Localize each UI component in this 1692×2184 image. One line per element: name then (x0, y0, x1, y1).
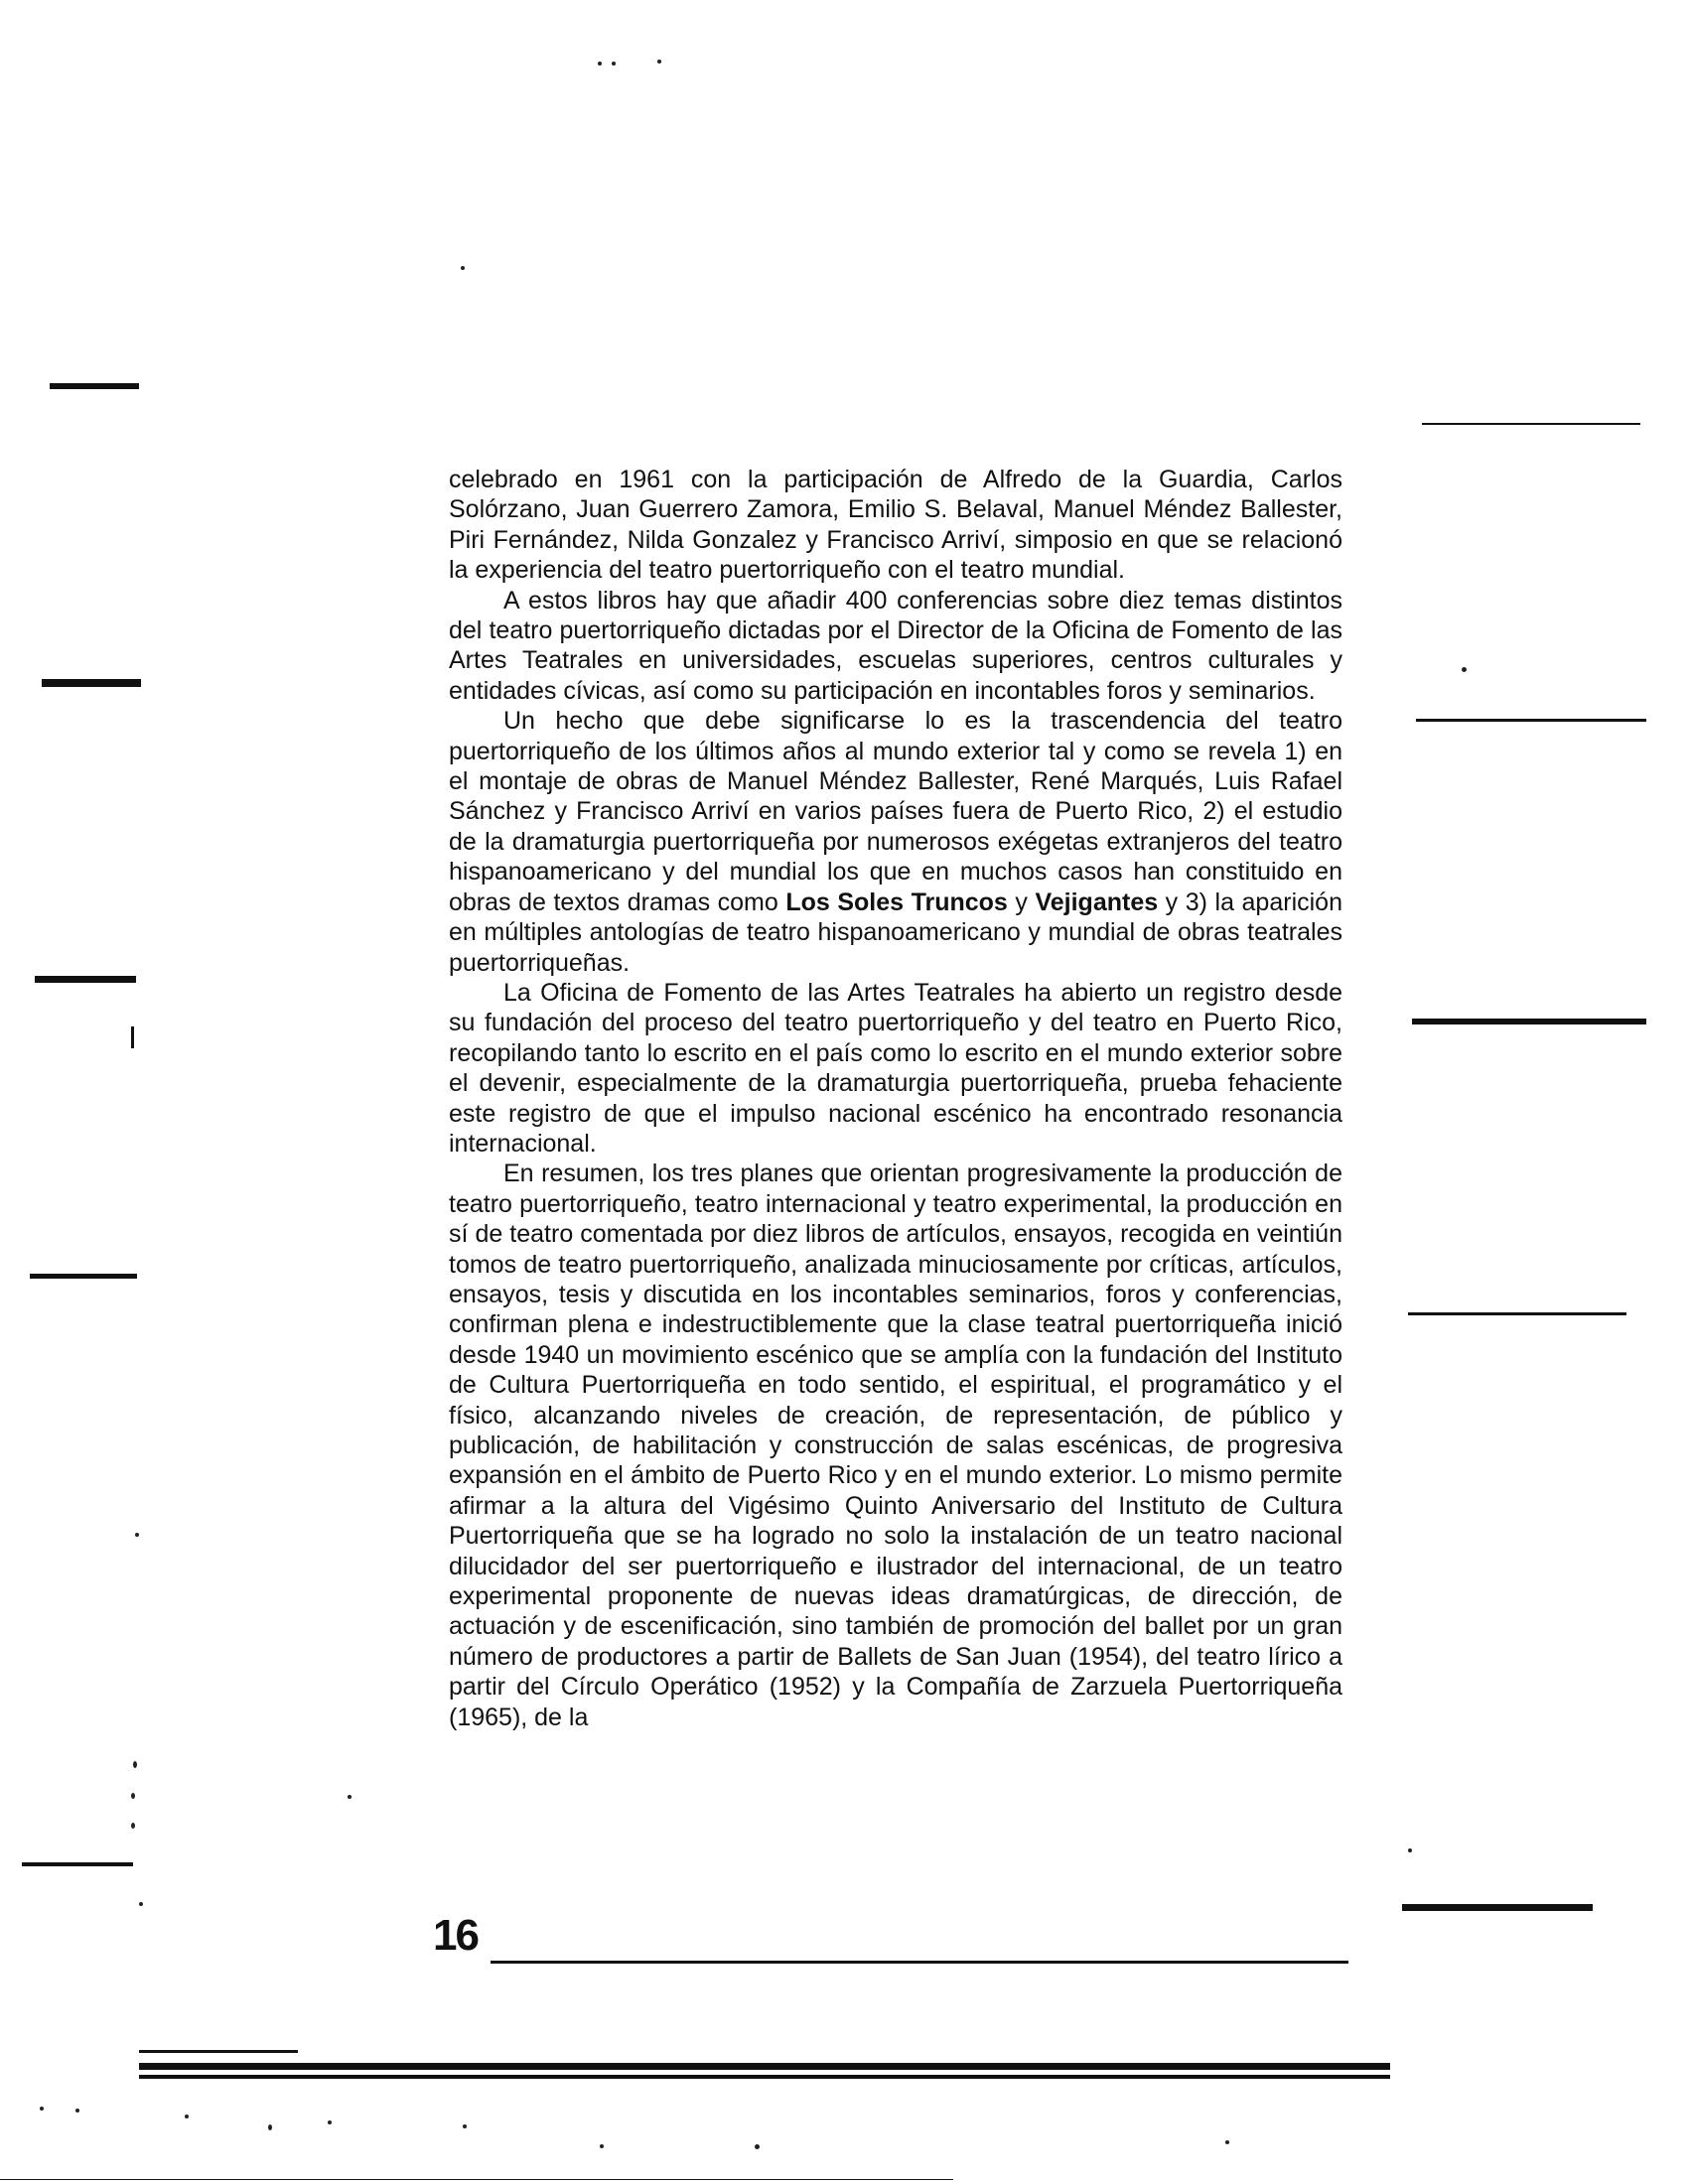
scan-speck (135, 1533, 139, 1537)
paragraph-1: celebrado en 1961 con la participación de Alfredo de la Guardia, Carlos Solórzano, Juan Guerrero Zamora, Emilio S. Belaval, Manuel Méndez Ballester, Piri Fernández, Nilda Gonzalez y Francisco Arriví, simposio en que se relacionó la experiencia del teatro puertorriqueño con el teatro mundial. (449, 466, 1342, 585)
page-footer (433, 1911, 1348, 1971)
scan-mark (0, 2179, 953, 2180)
paragraph-3 (449, 706, 1342, 978)
scan-speck (185, 2115, 189, 2118)
paragraph-5: En resumen, los tres planes que orientan progresivamente la producción de teatro puertorriqueño, teatro internacional y teatro experimental, la producción en sí de teatro comentada por diez libros de artículos, ensayos, recogida en veintiún tomos de teatro puertorriqueño, analizada minuciosamente por críticas, artículos, ensayos, tesis y discutida en los incontables seminarios, foros y conferencias, confirman plena e indestructiblemente que la clase teatral puertorriqueña inició desde 1940 un movimiento escénico que se amplía con la fundación del Instituto de Cultura Puertorriqueña en todo sentido, el espiritual, el programático y el físico, alcanzando niveles de creación, de representación, de público y publicación, de habilitación y construcción de salas escénicas, de progresiva expansión en el ámbito de Puerto Rico y en el mundo exterior. Lo mismo permite afirmar a la altura del Vigésimo Quinto Aniversario del Instituto de Cultura Puertorriqueña que se ha logrado no solo la instalación de un teatro nacional dilucidador del ser puertorriqueño e ilustrador del internacional, de un teatro experimental proponente de nuevas ideas dramatúrgicas, de dirección, de actuación y de escenificación, sino también de promoción del ballet por un gran número de productores a partir de Ballets de San Juan (1954), del teatro lírico a partir del Círculo Operático (1952) y la Compañía de Zarzuela Puertorriqueña (1965), de la (449, 1160, 1342, 1731)
scan-mark (1412, 1019, 1646, 1024)
scan-mark (1416, 719, 1646, 722)
paragraph-4: La Oficina de Fomento de las Artes Teatrales ha abierto un registro desde su fundación del proceso del teatro puertorriqueño y del teatro en Puerto Rico, recopilando tanto lo escrito en el país como lo escrito en el mundo exterior sobre el devenir, especialmente de la dramaturgia puertorriqueña, prueba fehaciente este registro de que el impulso nacional escénico ha encontrado resonancia internacional. (449, 978, 1342, 1158)
paragraph-3-text-middle: y (1007, 887, 1036, 916)
scan-mark (1422, 423, 1640, 425)
paragraph-3-text-after: y 3) la aparición en múltiples antologías de teatro hispanoamericano y mundial de obras teatrales puertorriqueñas. (449, 887, 1342, 977)
paragraph-3-text-before: Un hecho que debe significarse lo es la trascendencia del teatro puertorriqueño de los últimos años al mundo exterior tal y como se revela 1) en el montaje de obras de Manuel Méndez Ballester, René Marqués, Luis Rafael Sánchez y Francisco Arriví en varios países fuera de Puerto Rico, 2) el estudio de la dramaturgia puertorriqueña por numerosos exégetas extranjeros del teatro hispanoamericano y del mundial los que en muchos casos han constituido en obras de textos dramas como (449, 707, 1342, 916)
play-title-los-soles-truncos: Los Soles Truncos (785, 887, 1008, 916)
scan-mark (131, 1026, 134, 1048)
scan-speck (657, 60, 661, 64)
scan-mark (30, 1274, 137, 1279)
body-text-column (449, 465, 1342, 1732)
scan-speck (348, 1795, 352, 1799)
scan-mark (1402, 1904, 1593, 1911)
paragraph-2: A estos libros hay que añadir 400 conferencias sobre diez temas distintos del teatro puertorriqueño dictadas por el Director de la Oficina de Fomento de las Artes Teatrales en universidades, escuelas superiores, centros culturales y entidades cívicas, así como su participación en incontables foros y seminarios. (449, 586, 1342, 705)
scan-mark (50, 383, 139, 389)
scan-speck (1462, 667, 1467, 672)
page-number: 16 (433, 1911, 478, 1960)
scan-speck (1225, 2140, 1229, 2144)
scan-speck (40, 2107, 44, 2111)
scan-speck (1408, 1848, 1412, 1852)
scan-speck (139, 1902, 143, 1906)
scan-speck (463, 2124, 467, 2128)
scan-speck (755, 2144, 760, 2149)
scan-mark (22, 1862, 133, 1866)
scan-mark (139, 2075, 1390, 2079)
scan-speck (598, 62, 602, 66)
scan-mark (139, 2063, 1390, 2070)
scan-speck (131, 1823, 135, 1829)
play-title-vejigantes: Vejigantes (1035, 887, 1159, 916)
scan-speck (612, 62, 616, 66)
scan-speck (328, 2120, 332, 2124)
scan-speck (133, 1761, 137, 1768)
scan-speck (268, 2124, 272, 2130)
scan-speck (75, 2109, 79, 2113)
scan-mark (139, 2050, 298, 2053)
scan-speck (461, 266, 465, 270)
scan-mark (35, 976, 136, 983)
scan-mark (1408, 1312, 1626, 1315)
footer-rule (491, 1961, 1348, 1964)
scan-speck (600, 2144, 604, 2148)
scan-speck (131, 1793, 135, 1799)
scan-mark (42, 679, 141, 687)
